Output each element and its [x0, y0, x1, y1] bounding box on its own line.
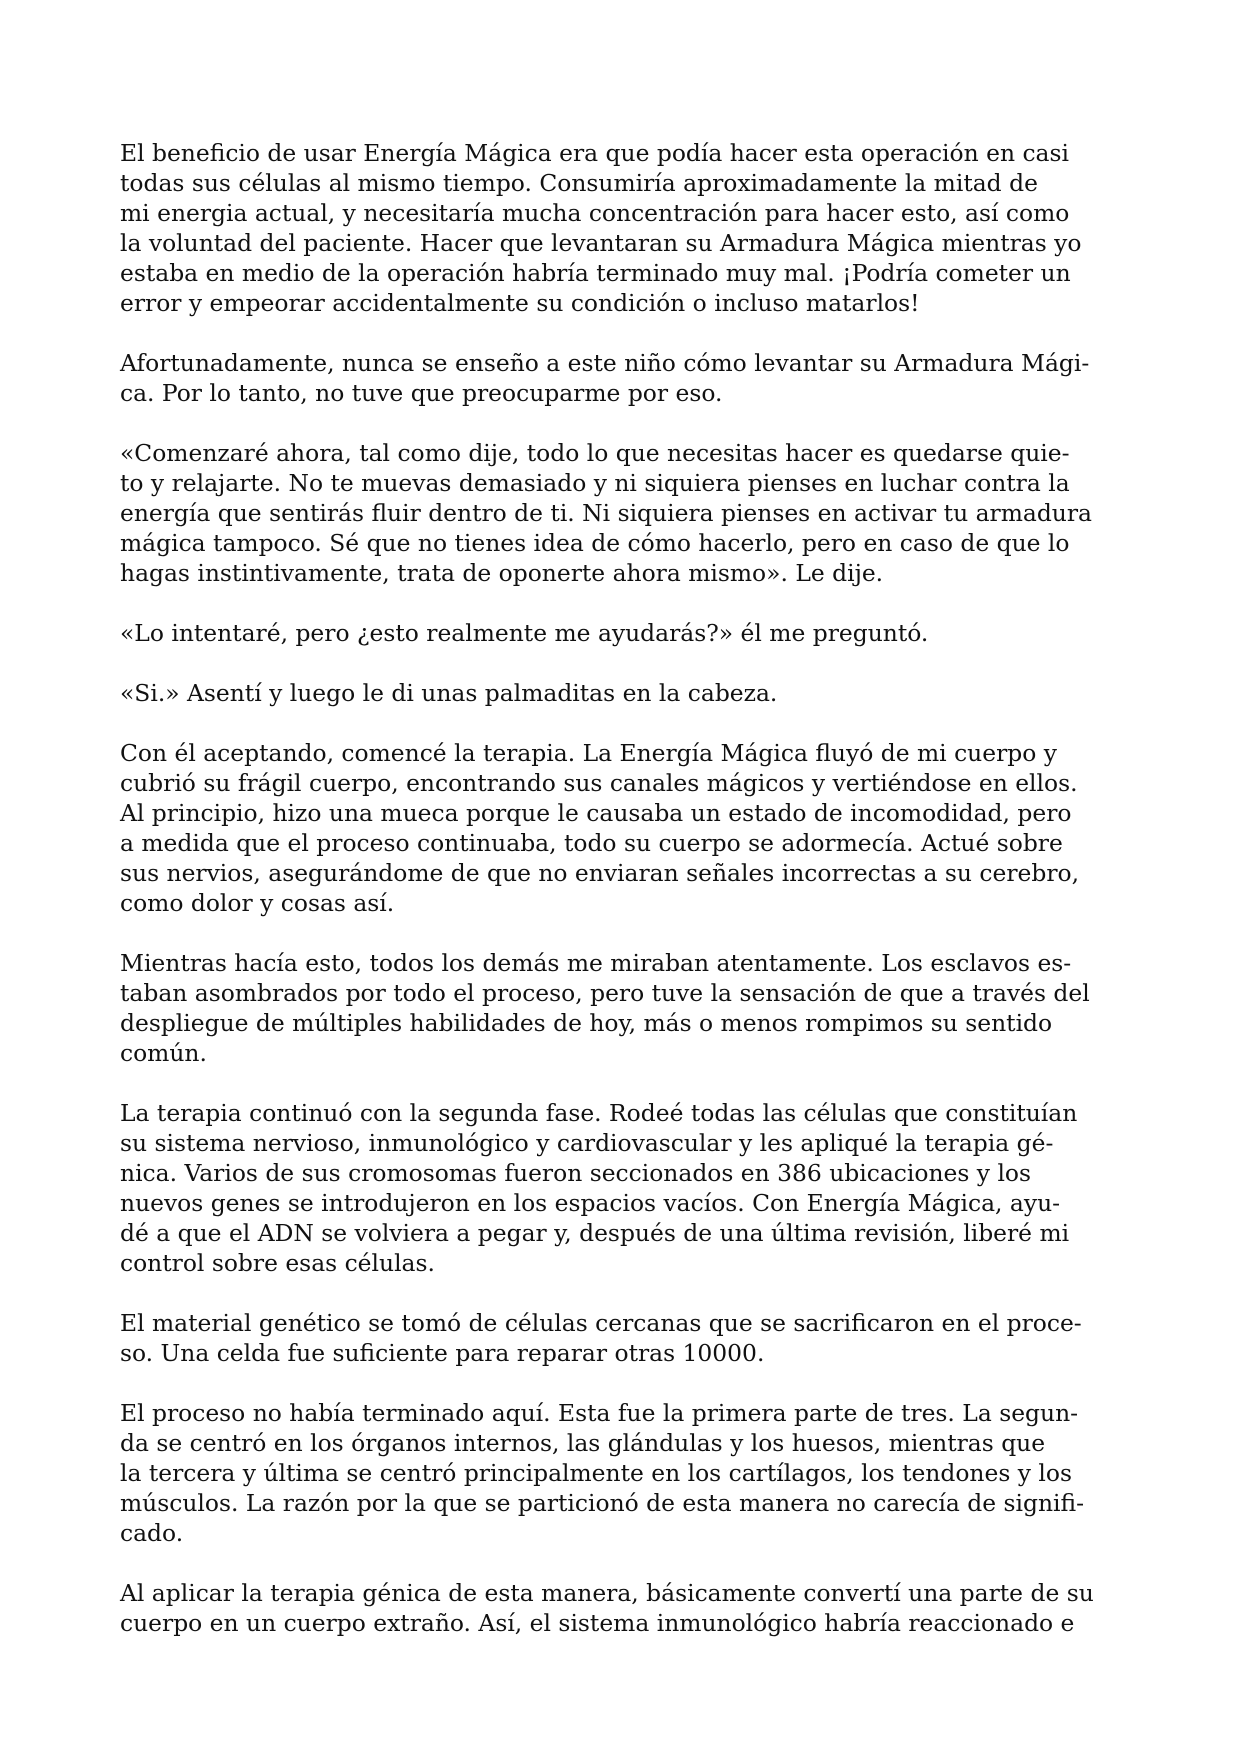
paragraph: [120, 1398, 1125, 1548]
text-line: su sistema nervioso, inmunológico y cardiovascular y les apliqué la terapia gé-: [120, 1129, 1054, 1157]
text-line: «Lo intentaré, pero ¿esto realmente me ayudarás?» él me preguntó.: [120, 619, 929, 647]
text-line: común.: [120, 1039, 207, 1067]
paragraph: [120, 348, 1125, 408]
text-line: to y relajarte. No te muevas demasiado y ni siquiera pienses en luchar contra la: [120, 469, 1070, 497]
paragraph: [120, 678, 1125, 708]
text-line: Al aplicar la terapia génica de esta manera, básicamente convertí una parte de su: [120, 1579, 1094, 1607]
paragraph: [120, 138, 1125, 318]
paragraph: [120, 1578, 1125, 1638]
text-line: Afortunadamente, nunca se enseño a este niño cómo levantar su Armadura Mági-: [120, 349, 1090, 377]
text-line: dé a que el ADN se volviera a pegar y, después de una última revisión, liberé mi: [120, 1219, 1070, 1247]
text-line: cuerpo en un cuerpo extraño. Así, el sistema inmunológico habría reaccionado e: [120, 1609, 1075, 1637]
text-line: músculos. La razón por la que se particionó de esta manera no carecía de signifi-: [120, 1489, 1084, 1517]
text-line: ca. Por lo tanto, no tuve que preocuparme por eso.: [120, 379, 723, 407]
text-line: da se centró en los órganos internos, las glándulas y los huesos, mientras que: [120, 1429, 1046, 1457]
text-line: cado.: [120, 1519, 184, 1547]
text-line: nuevos genes se introdujeron en los espacios vacíos. Con Energía Mágica, ayu-: [120, 1189, 1061, 1217]
text-line: Con él aceptando, comencé la terapia. La Energía Mágica fluyó de mi cuerpo y: [120, 739, 1057, 767]
text-line: La terapia continuó con la segunda fase. Rodeé todas las células que constituían: [120, 1099, 1078, 1127]
text-line: Al principio, hizo una mueca porque le causaba un estado de incomodidad, pero: [120, 799, 1072, 827]
paragraph: [120, 1098, 1125, 1278]
text-line: El material genético se tomó de células cercanas que se sacrificaron en el proce-: [120, 1309, 1082, 1337]
text-line: nica. Varios de sus cromosomas fueron seccionados en 386 ubicaciones y los: [120, 1159, 1032, 1187]
paragraph: [120, 1308, 1125, 1368]
text-line: todas sus células al mismo tiempo. Consumiría aproximadamente la mitad de: [120, 169, 1038, 197]
text-line: El beneficio de usar Energía Mágica era que podía hacer esta operación en casi: [120, 139, 1069, 167]
text-line: hagas instintivamente, trata de oponerte ahora mismo». Le dije.: [120, 559, 884, 587]
text-line: la tercera y última se centró principalmente en los cartílagos, los tendones y los: [120, 1459, 1072, 1487]
text-line: energía que sentirás fluir dentro de ti. Ni siquiera pienses en activar tu armadura: [120, 499, 1092, 527]
text-line: so. Una celda fue suficiente para reparar otras 10000.: [120, 1339, 765, 1367]
text-line: a medida que el proceso continuaba, todo su cuerpo se adormecía. Actué sobre: [120, 829, 1063, 857]
text-line: como dolor y cosas así.: [120, 889, 395, 917]
text-line: error y empeorar accidentalmente su condición o incluso matarlos!: [120, 289, 920, 317]
paragraph: [120, 948, 1125, 1068]
document-page: [120, 138, 1125, 1668]
text-line: mi energia actual, y necesitaría mucha concentración para hacer esto, así como: [120, 199, 1070, 227]
paragraph: [120, 738, 1125, 918]
paragraph: [120, 618, 1125, 648]
text-line: cubrió su frágil cuerpo, encontrando sus canales mágicos y vertiéndose en ellos.: [120, 769, 1078, 797]
text-line: la voluntad del paciente. Hacer que levantaran su Armadura Mágica mientras yo: [120, 229, 1082, 257]
text-line: «Si.» Asentí y luego le di unas palmaditas en la cabeza.: [120, 679, 778, 707]
text-line: «Comenzaré ahora, tal como dije, todo lo que necesitas hacer es quedarse quie-: [120, 439, 1070, 467]
text-line: control sobre esas células.: [120, 1249, 435, 1277]
text-line: El proceso no había terminado aquí. Esta fue la primera parte de tres. La segun-: [120, 1399, 1079, 1427]
text-line: sus nervios, asegurándome de que no enviaran señales incorrectas a su cerebro,: [120, 859, 1080, 887]
text-line: estaba en medio de la operación habría terminado muy mal. ¡Podría cometer un: [120, 259, 1071, 287]
text-line: mágica tampoco. Sé que no tienes idea de cómo hacerlo, pero en caso de que lo: [120, 529, 1070, 557]
text-line: Mientras hacía esto, todos los demás me miraban atentamente. Los esclavos es-: [120, 949, 1072, 977]
text-line: taban asombrados por todo el proceso, pero tuve la sensación de que a través del: [120, 979, 1090, 1007]
text-line: despliegue de múltiples habilidades de hoy, más o menos rompimos su sentido: [120, 1009, 1053, 1037]
paragraph: [120, 438, 1125, 588]
